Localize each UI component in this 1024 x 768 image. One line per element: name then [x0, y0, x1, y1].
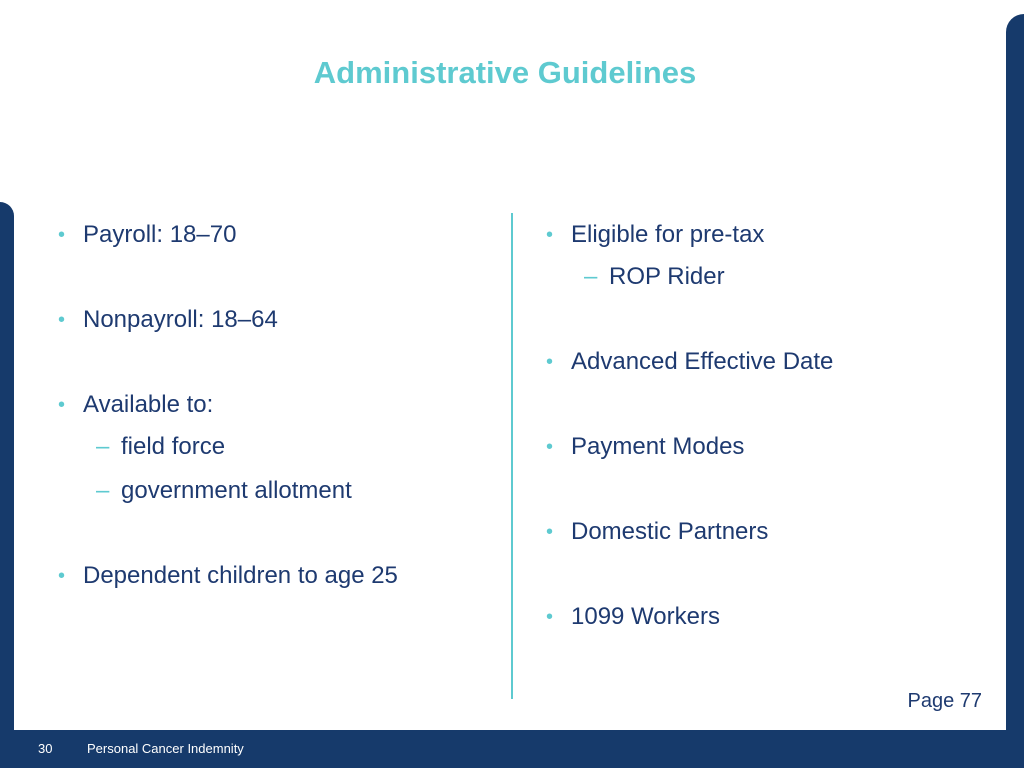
bullet-icon: •	[546, 224, 554, 246]
bullet-text: Nonpayroll: 18–64	[83, 306, 278, 333]
bullet-item-available-to	[58, 388, 498, 508]
bullet-text: Advanced Effective Date	[571, 348, 834, 375]
bullet-text: Available to:	[83, 391, 214, 418]
footer-title: Personal Cancer Indemnity	[87, 741, 244, 756]
bullet-text: Payment Modes	[571, 433, 745, 460]
bullet-icon: •	[58, 394, 66, 416]
bullet-item-payroll	[58, 218, 498, 252]
left-bullet-list	[58, 218, 498, 644]
bullet-icon: •	[58, 309, 66, 331]
sub-bullet-list	[83, 430, 498, 508]
sub-bullet-government-allotment	[96, 474, 498, 508]
column-divider	[511, 213, 513, 699]
bullet-text: Payroll: 18–70	[83, 221, 237, 248]
bullet-text: 1099 Workers	[571, 603, 720, 630]
sub-bullet-list	[571, 260, 986, 294]
bullet-item-1099-workers	[546, 600, 986, 634]
sub-bullet-text: ROP Rider	[609, 263, 725, 290]
bullet-item-payment-modes	[546, 430, 986, 464]
bullet-text: Domestic Partners	[571, 518, 769, 545]
right-bullet-list	[546, 218, 986, 685]
sub-bullet-text: field force	[121, 433, 226, 460]
footer-bar	[0, 730, 1024, 768]
bullet-icon: •	[546, 606, 554, 628]
dash-icon: –	[584, 263, 598, 290]
sub-bullet-field-force	[96, 430, 498, 464]
bullet-item-domestic-partners	[546, 515, 986, 549]
bullet-icon: •	[546, 521, 554, 543]
bullet-item-dependent-children	[58, 559, 498, 593]
bullet-item-advanced-effective-date	[546, 345, 986, 379]
bullet-icon: •	[546, 436, 554, 458]
bullet-item-nonpayroll	[58, 303, 498, 337]
dash-icon: –	[96, 477, 110, 504]
bullet-text: Eligible for pre-tax	[571, 221, 765, 248]
frame-right-band	[1006, 14, 1024, 768]
bullet-icon: •	[546, 351, 554, 373]
bullet-item-eligible-pretax	[546, 218, 986, 294]
page-reference: Page 77	[907, 690, 982, 712]
sub-bullet-rop-rider	[584, 260, 986, 294]
slide-title: Administrative Guidelines	[313, 55, 697, 90]
bullet-icon: •	[58, 565, 66, 587]
dash-icon: –	[96, 433, 110, 460]
bullet-icon: •	[58, 224, 66, 246]
slide-number: 30	[38, 741, 53, 756]
sub-bullet-text: government allotment	[121, 477, 352, 504]
bullet-text: Dependent children to age 25	[83, 562, 398, 589]
frame-left-band	[0, 202, 14, 768]
